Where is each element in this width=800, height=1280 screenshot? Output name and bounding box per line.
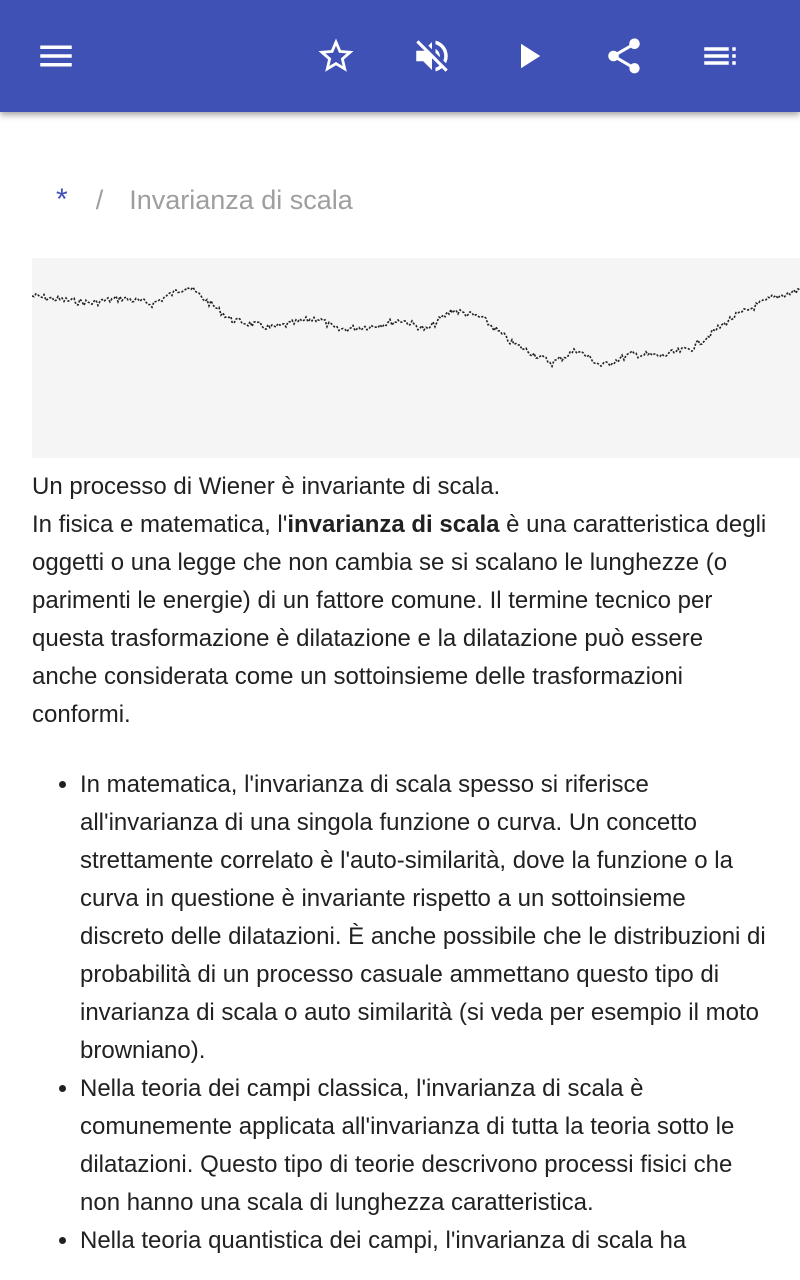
intro-bold-term: invarianza di scala: [287, 511, 500, 538]
breadcrumb-home-link[interactable]: *: [56, 183, 68, 216]
intro-text-end: è una caratteristica degli oggetti o una legge che non cambia se si scalano le lunghezze (o parimenti le energie) di un fattore comune. Il termine tecnico per questa trasformazione è dilatazione e la dilatazione può essere anche considerata come un sottoinsieme delle trasformazioni conformi.: [32, 511, 767, 728]
menu-icon: [35, 35, 77, 77]
wiener-process-graph: [32, 258, 800, 458]
contents-button[interactable]: [688, 24, 752, 88]
share-button[interactable]: [592, 24, 656, 88]
share-icon: [603, 35, 645, 77]
list-item: • In matematica, l'invarianza di scala spesso si riferisce all'invarianza di una singola funzione o curva. Un concetto strettamente correlato è l'auto-similarità, dove la funzione o la curva in questione è invariante rispetto a un sottoinsieme discreto delle dilatazioni. È anche possibile che le distribuzioni di probabilità di un processo casuale ammettano questo tipo di invarianza di scala o auto similarità (si veda per esempio il moto browniano).: [80, 766, 772, 1070]
breadcrumb-current: Invarianza di scala: [129, 184, 353, 215]
volume-off-icon: [411, 35, 453, 77]
list-item: • Nella teoria quantistica dei campi, l'invarianza di scala ha: [80, 1222, 772, 1260]
wiener-process-image[interactable]: [32, 258, 800, 458]
intro-text-start: In fisica e matematica, l': [32, 511, 288, 538]
article-bullet-list: [32, 766, 772, 1260]
figure-caption: Un processo di Wiener è invariante di scala.: [32, 473, 501, 500]
play-icon: [507, 35, 549, 77]
article-content: [32, 468, 772, 1260]
mute-button[interactable]: [400, 24, 464, 88]
play-button[interactable]: [496, 24, 560, 88]
list-item: • Nella teoria dei campi classica, l'invarianza di scala è comunemente applicata all'invarianza di tutta la teoria sotto le dilatazioni. Questo tipo di teorie descrivono processi fisici che non hanno una scala di lunghezza caratteristica.: [80, 1070, 772, 1222]
breadcrumb-separator: /: [95, 184, 104, 215]
menu-button[interactable]: [24, 24, 88, 88]
table-of-contents-icon: [699, 35, 741, 77]
breadcrumb: [56, 180, 353, 220]
bookmark-button[interactable]: [304, 24, 368, 88]
star-outline-icon: [315, 35, 357, 77]
article-intro: [32, 506, 772, 734]
app-toolbar: [0, 0, 800, 112]
